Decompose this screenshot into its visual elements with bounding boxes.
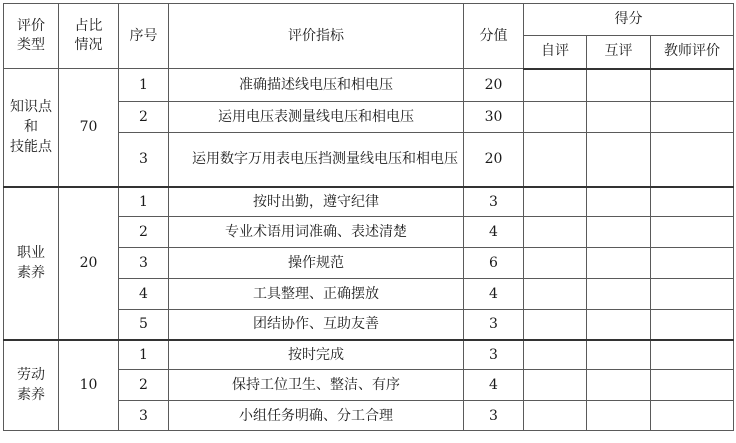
indicator-cell: 保持工位卫生、整洁、有序 [169, 370, 464, 401]
seq-cell: 1 [119, 69, 169, 102]
seq-cell: 5 [119, 310, 169, 340]
peer-score-cell[interactable] [587, 69, 651, 102]
teacher-score-cell[interactable] [651, 310, 734, 340]
seq-cell: 3 [119, 248, 169, 279]
table-row [4, 340, 734, 370]
teacher-score-cell[interactable] [651, 279, 734, 310]
indicator-cell: 准确描述线电压和相电压 [169, 69, 464, 102]
score-cell: 30 [464, 102, 524, 133]
header-ratio-line-2: 情况 [74, 37, 103, 53]
seq-cell: 2 [119, 370, 169, 401]
header-type [4, 4, 59, 69]
header-seq: 序号 [119, 4, 169, 69]
group-type-line: 和 [24, 119, 38, 136]
self-score-cell[interactable] [524, 340, 587, 370]
peer-score-cell[interactable] [587, 340, 651, 370]
header-self: 自评 [524, 36, 587, 69]
seq-cell: 1 [119, 340, 169, 370]
teacher-score-cell[interactable] [651, 217, 734, 248]
seq-cell: 2 [119, 102, 169, 133]
teacher-score-cell[interactable] [651, 248, 734, 279]
peer-score-cell[interactable] [587, 310, 651, 340]
score-cell: 3 [464, 340, 524, 370]
teacher-score-cell[interactable] [651, 187, 734, 217]
indicator-cell: 小组任务明确、分工合理 [169, 401, 464, 431]
group-type-line: 劳动 [17, 367, 45, 384]
seq-cell: 3 [119, 401, 169, 431]
score-cell: 6 [464, 248, 524, 279]
self-score-cell[interactable] [524, 69, 587, 102]
teacher-score-cell[interactable] [651, 69, 734, 102]
seq-cell: 2 [119, 217, 169, 248]
score-cell: 3 [464, 187, 524, 217]
header-peer: 互评 [587, 36, 651, 69]
score-cell: 3 [464, 401, 524, 431]
indicator-cell: 运用数字万用表电压挡测量线电压和相电压 [169, 133, 464, 187]
header-teacher: 教师评价 [651, 36, 734, 69]
seq-cell: 4 [119, 279, 169, 310]
header-indicator: 评价指标 [169, 4, 464, 69]
self-score-cell[interactable] [524, 279, 587, 310]
header-type-line-2: 类型 [17, 37, 45, 53]
group-ratio-cell: 20 [59, 187, 119, 340]
teacher-score-cell[interactable] [651, 401, 734, 431]
peer-score-cell[interactable] [587, 401, 651, 431]
table-row [4, 69, 734, 102]
self-score-cell[interactable] [524, 133, 587, 187]
peer-score-cell[interactable] [587, 248, 651, 279]
score-cell: 4 [464, 370, 524, 401]
peer-score-cell[interactable] [587, 370, 651, 401]
teacher-score-cell[interactable] [651, 340, 734, 370]
self-score-cell[interactable] [524, 310, 587, 340]
peer-score-cell[interactable] [587, 133, 651, 187]
score-cell: 4 [464, 217, 524, 248]
self-score-cell[interactable] [524, 401, 587, 431]
header-ratio [59, 4, 119, 69]
seq-cell: 1 [119, 187, 169, 217]
group-type-line: 技能点 [10, 139, 52, 156]
self-score-cell[interactable] [524, 370, 587, 401]
peer-score-cell[interactable] [587, 217, 651, 248]
evaluation-table [3, 3, 734, 431]
indicator-cell: 专业术语用词准确、表述清楚 [169, 217, 464, 248]
indicator-cell: 团结协作、互助友善 [169, 310, 464, 340]
indicator-cell: 按时出勤，遵守纪律 [169, 187, 464, 217]
indicator-cell: 工具整理、正确摆放 [169, 279, 464, 310]
self-score-cell[interactable] [524, 102, 587, 133]
self-score-cell[interactable] [524, 217, 587, 248]
group-type-line: 素养 [17, 265, 45, 281]
teacher-score-cell[interactable] [651, 102, 734, 133]
peer-score-cell[interactable] [587, 187, 651, 217]
peer-score-cell[interactable] [587, 102, 651, 133]
teacher-score-cell[interactable] [651, 370, 734, 401]
header-result: 得分 [524, 4, 734, 36]
indicator-cell: 运用电压表测量线电压和相电压 [169, 102, 464, 133]
group-type-line: 素养 [17, 387, 45, 404]
peer-score-cell[interactable] [587, 279, 651, 310]
group-type-cell [4, 187, 59, 340]
group-type-cell [4, 340, 59, 431]
score-cell: 20 [464, 133, 524, 187]
teacher-score-cell[interactable] [651, 133, 734, 187]
evaluation-table-container [3, 3, 733, 440]
self-score-cell[interactable] [524, 248, 587, 279]
seq-cell: 3 [119, 133, 169, 187]
group-ratio-cell: 70 [59, 69, 119, 187]
group-type-line: 知识点 [10, 99, 52, 116]
indicator-cell: 操作规范 [169, 248, 464, 279]
header-ratio-line-1: 占比 [74, 18, 103, 34]
score-cell: 3 [464, 310, 524, 340]
score-cell: 20 [464, 69, 524, 102]
group-type-cell [4, 69, 59, 187]
indicator-cell: 按时完成 [169, 340, 464, 370]
score-cell: 4 [464, 279, 524, 310]
header-type-line-1: 评价 [17, 18, 45, 34]
table-row [4, 187, 734, 217]
header-score: 分值 [464, 4, 524, 69]
self-score-cell[interactable] [524, 187, 587, 217]
group-type-line: 职业 [17, 245, 45, 261]
group-ratio-cell: 10 [59, 340, 119, 431]
